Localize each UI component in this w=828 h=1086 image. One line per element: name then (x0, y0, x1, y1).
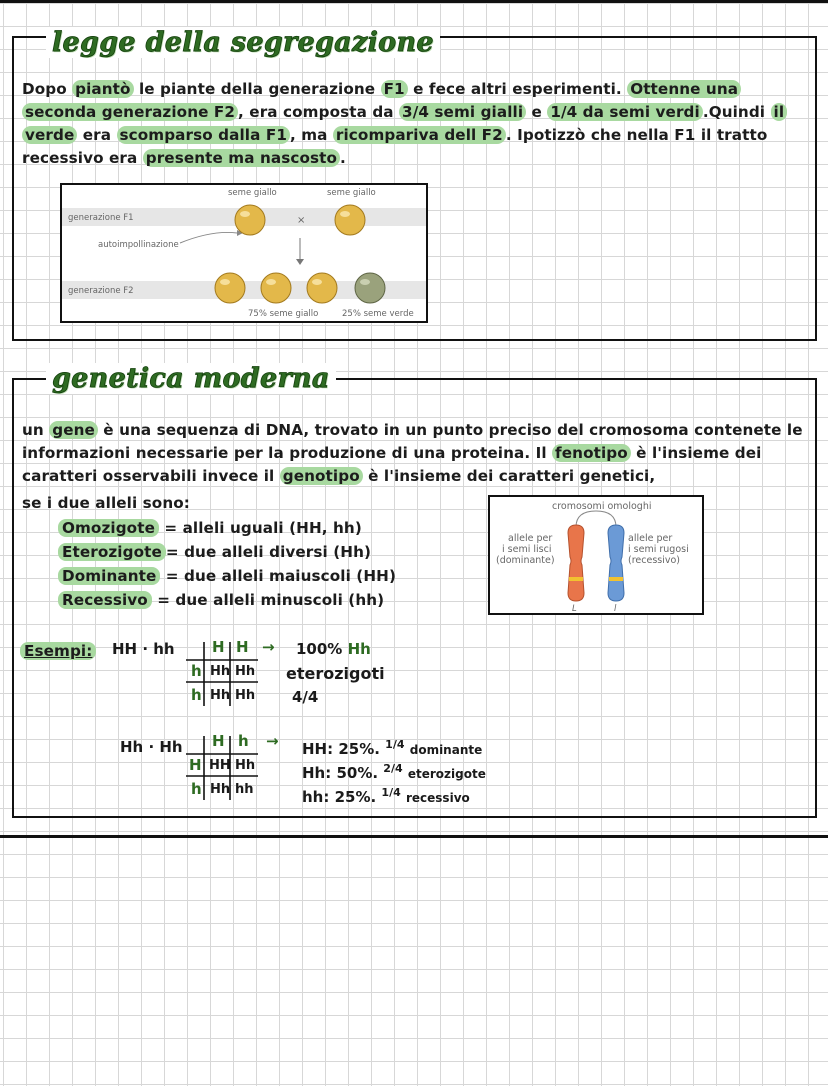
term-eterozigote: Eterozigote (58, 543, 166, 561)
seed-yellow-f2-3 (307, 273, 337, 303)
label-allele-left-1: allele per (508, 533, 553, 544)
seed-highlight (312, 279, 322, 285)
segregazione-text-segment: ricompariva dell F2 (333, 126, 506, 144)
seed-highlight (266, 279, 276, 285)
ex2-result-row-2 (302, 762, 486, 782)
ex1-cell-2: Hh (235, 664, 256, 679)
figure-cromosomi-omologhi (488, 495, 704, 615)
ex1-result (296, 640, 371, 658)
segregazione-text-segment: 1/4 da semi verdi (547, 103, 703, 121)
definitions-list (58, 516, 396, 612)
seed-yellow-f2-2 (261, 273, 291, 303)
segregazione-text-segment: .Quindi (702, 103, 771, 121)
ex2-r2-geno: Hh (302, 764, 326, 782)
definition-omozigote (58, 516, 396, 540)
desc-eterozigote: = due alleli diversi (Hh) (165, 543, 372, 561)
segregazione-text-segment: e (526, 103, 548, 121)
ex1-result-pct: 100% (296, 640, 343, 658)
segregazione-text-segment: era (77, 126, 117, 144)
segregazione-text-segment: presente ma nascosto (143, 149, 340, 167)
ex1-side-2: h (191, 686, 202, 704)
label-allele-right-2: i semi rugosi (628, 544, 689, 555)
segregazione-text-segment: scomparso dalla F1 (117, 126, 290, 144)
ex2-cell-2: Hh (235, 758, 256, 773)
term-dominante: Dominante (58, 567, 160, 585)
label-generazione-f2: generazione F2 (68, 286, 134, 296)
label-seme-giallo-1: seme giallo (228, 188, 277, 198)
genetica-text-segment: fenotipo (552, 444, 631, 462)
genetica-text-segment: è l'insieme dei caratteri genetici, (362, 467, 656, 485)
arrow-autoimpollinazione (180, 232, 237, 243)
seed-highlight (220, 279, 230, 285)
bracket-cromosomi (576, 511, 616, 527)
seed-highlight (360, 279, 370, 285)
ex2-r1-word: dominante (409, 743, 483, 757)
ex2-r3-frac: 1/4 (381, 786, 401, 799)
ex2-side-1: H (189, 756, 202, 774)
ex2-r3-geno: hh (302, 788, 324, 806)
ex2-side-2: h (191, 780, 202, 798)
segregazione-text-segment: il verde (22, 103, 787, 144)
ex1-top-2: H (236, 638, 249, 656)
ex1-cell-1: Hh (210, 664, 231, 679)
label-cromosomi-omologhi: cromosomi omologhi (552, 501, 652, 512)
ex1-result-geno: Hh (347, 640, 371, 658)
segregazione-text-segment: e fece altri esperimenti. (407, 80, 628, 98)
chromosome-left (568, 525, 584, 601)
ex1-cross: HH · hh (112, 640, 175, 658)
term-recessivo: Recessivo (58, 591, 152, 609)
ex2-cell-1: HH (209, 758, 231, 773)
chromosome-right (608, 525, 624, 601)
label-locus-l: l (614, 604, 617, 613)
segregazione-text-segment: , era composta da (238, 103, 400, 121)
label-generazione-f1: generazione F1 (68, 213, 134, 223)
ex2-r1-frac: 1/4 (385, 738, 405, 751)
ex1-cell-4: Hh (235, 688, 256, 703)
section-title-genetica: genetica moderna (46, 363, 336, 394)
ex1-top-1: H (212, 638, 225, 656)
ex1-arrow: → (262, 638, 275, 656)
label-allele-left-3: (dominante) (496, 555, 555, 566)
genetica-text-segment: è una sequenza di DNA, trovato in un punto preciso del cromosoma contenete le informazioni necessarie per la produzione di una proteina. Il (22, 421, 803, 462)
section-title-segregazione: legge della segregazione (46, 27, 440, 58)
ex1-ratio: 4/4 (292, 688, 319, 706)
ex2-r2-frac: 2/4 (383, 762, 403, 775)
term-omozigote: Omozigote (58, 519, 159, 537)
ex2-cross: Hh · Hh (120, 738, 183, 756)
locus-band-left (569, 577, 583, 581)
label-75-seme-giallo: 75% seme giallo (248, 309, 319, 319)
ex2-r1-geno: HH (302, 740, 328, 758)
ex2-r3-pct: : 25%. (323, 788, 377, 806)
ex1-note: eterozigoti (286, 664, 385, 683)
ex2-r3-word: recessivo (405, 791, 470, 805)
ex2-result-row-1 (302, 738, 482, 758)
definition-eterozigote (58, 540, 396, 564)
seed-yellow-f1-2 (335, 205, 365, 235)
ex2-arrow: → (266, 732, 279, 750)
desc-dominante: = due alleli maiuscoli (HH) (160, 567, 397, 585)
label-25-seme-verde: 25% seme verde (342, 309, 414, 319)
label-seme-giallo-2: seme giallo (327, 188, 376, 198)
figure-generazioni-svg (62, 185, 426, 321)
ex1-cell-3: Hh (210, 688, 231, 703)
seed-highlight (240, 211, 250, 217)
figure-cromosomi-svg (490, 497, 702, 613)
locus-band-right (609, 577, 623, 581)
desc-omozigote: = alleli uguali (HH, hh) (158, 519, 362, 537)
genetica-text-segment: un (22, 421, 50, 439)
ex2-cell-3: Hh (210, 782, 231, 797)
seed-yellow-f1-1 (235, 205, 265, 235)
desc-recessivo: = due alleli minuscoli (hh) (151, 591, 385, 609)
label-autoimpollinazione: autoimpollinazione (98, 240, 179, 250)
label-allele-right-3: (recessivo) (628, 555, 680, 566)
ex2-top-1: H (212, 732, 225, 750)
genetica-text-segment: è l'insieme dei caratteri osservabili invece il (22, 444, 762, 485)
cross-symbol: × (297, 215, 306, 226)
ex2-result-row-3 (302, 786, 470, 806)
ex2-r1-pct: : 25%. (327, 740, 380, 758)
arrow-down-head (296, 259, 304, 265)
definition-dominante (58, 564, 396, 588)
seed-highlight (340, 211, 350, 217)
label-allele-right-1: allele per (628, 533, 673, 544)
ex2-r2-word: eterozigote (407, 767, 486, 781)
segregazione-text-segment: F1 (381, 80, 408, 98)
definition-recessivo (58, 588, 396, 612)
alleli-intro: se i due alleli sono: (22, 494, 190, 512)
genetica-text-segment: gene (49, 421, 98, 439)
segregazione-text-segment: . Ipotizzò che nella F1 il tratto recessivo era (22, 126, 768, 167)
ex2-top-2: h (238, 732, 249, 750)
label-allele-left-2: i semi lisci (502, 544, 552, 555)
segregazione-text-segment: Dopo (22, 80, 73, 98)
segregazione-text-segment: le piante della generazione (133, 80, 381, 98)
label-locus-L: L (572, 604, 577, 613)
segregazione-text-segment: Ottenne una seconda generazione F2 (22, 80, 741, 121)
esempi-label (20, 640, 96, 663)
ex2-cell-4: hh (235, 782, 254, 797)
segregazione-text-segment: piantò (72, 80, 133, 98)
figure-generazioni-f1-f2 (60, 183, 428, 323)
paragraph-segregazione (22, 78, 808, 170)
segregazione-text-segment: . (340, 149, 346, 167)
seed-green-f2 (355, 273, 385, 303)
esempi-label-text: Esempi: (20, 642, 96, 660)
paragraph-genetica (22, 419, 808, 488)
segregazione-text-segment: 3/4 semi gialli (399, 103, 526, 121)
genetica-text-segment: genotipo (280, 467, 363, 485)
ex1-side-1: h (191, 662, 202, 680)
segregazione-text-segment: , ma (289, 126, 333, 144)
ex2-r2-pct: : 50%. (325, 764, 379, 782)
seed-yellow-f2-1 (215, 273, 245, 303)
